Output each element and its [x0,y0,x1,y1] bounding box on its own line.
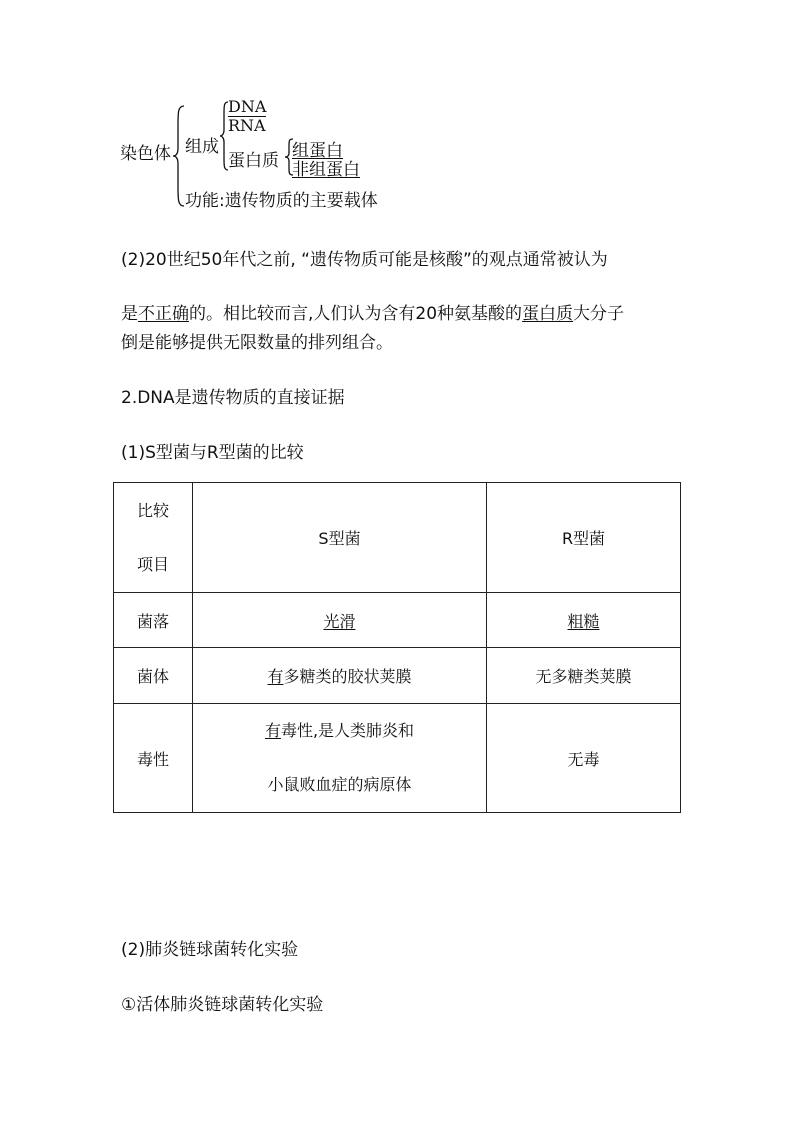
heading-2: 2.DNA是遗传物质的直接证据 [121,388,345,408]
para2-text: 大分子 [573,304,625,324]
tree-dna: DNA [228,97,267,116]
row-r-text: 无多糖类荚膜 [535,667,632,686]
outer-brace-icon [172,104,186,208]
header-r-type: R型菌 [561,529,606,548]
row-s-underline: 有 [267,667,284,686]
row-s-underline: 光滑 [323,611,356,631]
row-label [114,648,193,704]
header-item: 项目 [136,554,169,574]
header-compare: 比较 [136,500,169,520]
row-s-underline: 有 [264,721,281,740]
row-s-text: 多糖类的胶状荚膜 [283,667,412,686]
row-s-cell [193,593,487,648]
row-label [114,593,193,648]
header-cell-item [114,483,193,593]
header-cell-r [487,483,681,593]
row-r-cell [487,593,681,648]
para2-text: 的。相比较而言,人们认为含有20种氨基酸的 [189,304,523,324]
heading-2-1: (1)S型菌与R型菌的比较 [121,443,304,463]
table-header-row [114,483,681,593]
row-s-cell [193,648,487,704]
tree-histone: 组蛋白 [292,141,343,161]
row-r-underline: 粗糙 [567,611,600,631]
header-cell-s [193,483,487,593]
tree-nonhistone: 非组蛋白 [292,160,360,180]
row-label [114,704,193,813]
row-label-text: 菌体 [136,667,169,686]
para2-underline-incorrect: 不正确 [138,304,189,324]
row-s-text-line2: 小鼠败血症的病原体 [267,775,412,794]
para2-text: 是 [121,304,138,324]
header-s-type: S型菌 [318,529,361,548]
row-s-text: 毒性,是人类肺炎和 [280,721,415,740]
row-r-text: 无毒 [567,749,600,769]
table-row [114,593,681,648]
table-row [114,648,681,704]
row-label-text: 菌落 [136,611,169,631]
row-label-text: 毒性 [136,749,169,769]
para2-line2 [121,299,624,324]
heading-2-2-1: ①活体肺炎链球菌转化实验 [121,995,324,1015]
table-row [114,704,681,813]
tree-protein: 蛋白质 [228,151,279,171]
tree-composition: 组成 [185,137,219,157]
para2-line1: (2)20世纪50年代之前, “遗传物质可能是核酸”的观点通常被认为 [121,250,608,270]
row-s-cell [193,704,487,813]
row-r-cell [487,704,681,813]
para2-underline-protein: 蛋白质 [522,304,574,324]
comparison-table [113,482,681,813]
heading-2-2: (2)肺炎链球菌转化实验 [121,940,299,960]
para2-line3: 倒是能够提供无限数量的排列组合。 [121,333,393,353]
row-r-cell [487,648,681,704]
tree-function: 功能:遗传物质的主要载体 [185,191,378,211]
tree-root: 染色体 [120,144,171,164]
tree-rna: RNA [228,116,266,135]
